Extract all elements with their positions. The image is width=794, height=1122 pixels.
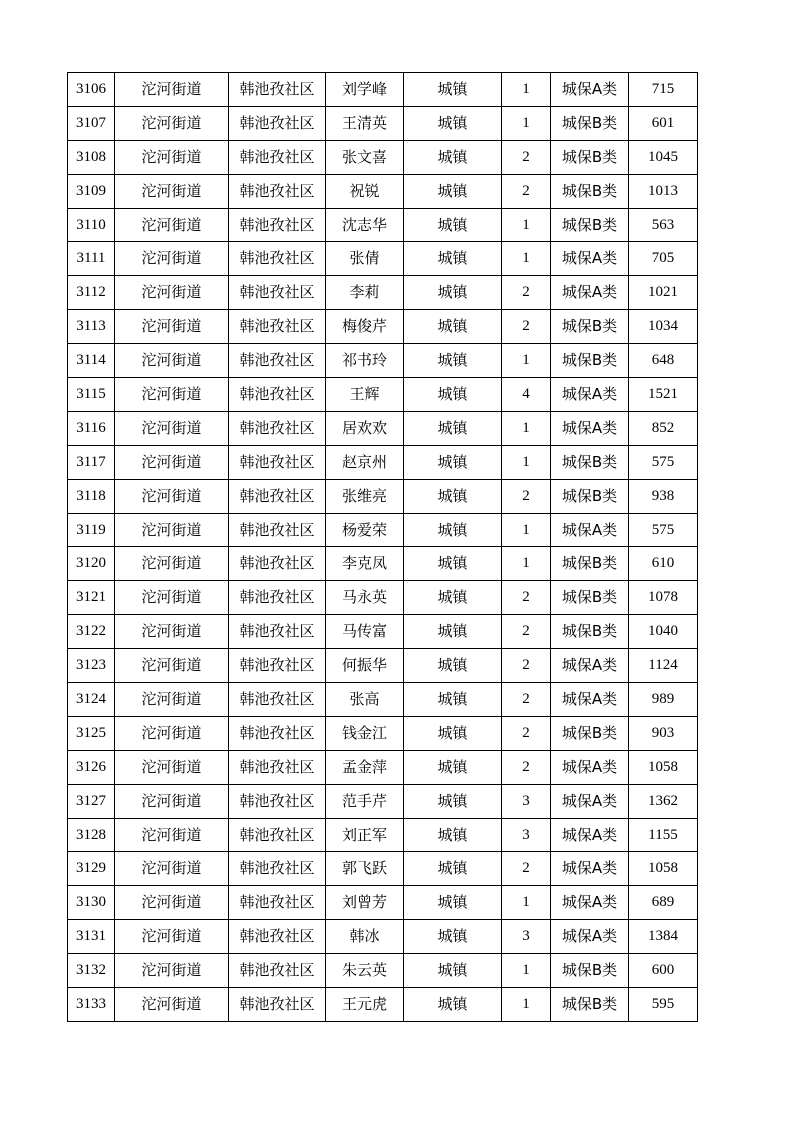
community-cell: 韩池孜社区: [229, 818, 326, 852]
seq-number-cell: 3120: [68, 547, 115, 581]
community-cell: 韩池孜社区: [229, 988, 326, 1022]
amount-cell: 1034: [629, 310, 698, 344]
area-type-cell: 城镇: [404, 886, 502, 920]
name-cell: 王辉: [326, 378, 404, 412]
community-cell: 韩池孜社区: [229, 716, 326, 750]
name-cell: 沈志华: [326, 208, 404, 242]
area-type-cell: 城镇: [404, 276, 502, 310]
name-cell: 张倩: [326, 242, 404, 276]
household-size-cell: 2: [502, 581, 551, 615]
table-row: [68, 310, 698, 344]
table-row: [68, 649, 698, 683]
table-row: [68, 106, 698, 140]
amount-cell: 903: [629, 716, 698, 750]
name-cell: 张文喜: [326, 140, 404, 174]
name-cell: 李克凤: [326, 547, 404, 581]
category-cell: 城保B类: [551, 954, 629, 988]
amount-cell: 1013: [629, 174, 698, 208]
amount-cell: 705: [629, 242, 698, 276]
table-row: [68, 208, 698, 242]
community-cell: 韩池孜社区: [229, 208, 326, 242]
name-cell: 马传富: [326, 615, 404, 649]
category-cell: 城保B类: [551, 208, 629, 242]
roster-table-body: [68, 73, 698, 1022]
area-type-cell: 城镇: [404, 344, 502, 378]
subdistrict-cell: 沱河街道: [115, 378, 229, 412]
category-cell: 城保B类: [551, 174, 629, 208]
category-cell: 城保B类: [551, 344, 629, 378]
community-cell: 韩池孜社区: [229, 852, 326, 886]
name-cell: 赵京州: [326, 445, 404, 479]
subdistrict-cell: 沱河街道: [115, 818, 229, 852]
area-type-cell: 城镇: [404, 716, 502, 750]
seq-number-cell: 3106: [68, 73, 115, 107]
household-size-cell: 1: [502, 411, 551, 445]
amount-cell: 1045: [629, 140, 698, 174]
area-type-cell: 城镇: [404, 784, 502, 818]
seq-number-cell: 3114: [68, 344, 115, 378]
household-size-cell: 1: [502, 208, 551, 242]
name-cell: 居欢欢: [326, 411, 404, 445]
name-cell: 张维亮: [326, 479, 404, 513]
seq-number-cell: 3125: [68, 716, 115, 750]
seq-number-cell: 3128: [68, 818, 115, 852]
category-cell: 城保A类: [551, 886, 629, 920]
table-row: [68, 750, 698, 784]
amount-cell: 1078: [629, 581, 698, 615]
seq-number-cell: 3107: [68, 106, 115, 140]
subdistrict-cell: 沱河街道: [115, 276, 229, 310]
community-cell: 韩池孜社区: [229, 615, 326, 649]
household-size-cell: 1: [502, 954, 551, 988]
area-type-cell: 城镇: [404, 581, 502, 615]
subdistrict-cell: 沱河街道: [115, 683, 229, 717]
name-cell: 范手芹: [326, 784, 404, 818]
amount-cell: 563: [629, 208, 698, 242]
seq-number-cell: 3127: [68, 784, 115, 818]
category-cell: 城保A类: [551, 649, 629, 683]
seq-number-cell: 3109: [68, 174, 115, 208]
community-cell: 韩池孜社区: [229, 784, 326, 818]
area-type-cell: 城镇: [404, 852, 502, 886]
amount-cell: 1521: [629, 378, 698, 412]
area-type-cell: 城镇: [404, 73, 502, 107]
table-row: [68, 547, 698, 581]
household-size-cell: 3: [502, 784, 551, 818]
subdistrict-cell: 沱河街道: [115, 581, 229, 615]
category-cell: 城保B类: [551, 310, 629, 344]
household-size-cell: 1: [502, 886, 551, 920]
category-cell: 城保A类: [551, 852, 629, 886]
subdistrict-cell: 沱河街道: [115, 954, 229, 988]
category-cell: 城保B类: [551, 988, 629, 1022]
table-row: [68, 716, 698, 750]
seq-number-cell: 3119: [68, 513, 115, 547]
subdistrict-cell: 沱河街道: [115, 479, 229, 513]
name-cell: 刘正军: [326, 818, 404, 852]
amount-cell: 1021: [629, 276, 698, 310]
household-size-cell: 3: [502, 818, 551, 852]
seq-number-cell: 3117: [68, 445, 115, 479]
household-size-cell: 2: [502, 140, 551, 174]
community-cell: 韩池孜社区: [229, 513, 326, 547]
subdistrict-cell: 沱河街道: [115, 140, 229, 174]
table-row: [68, 276, 698, 310]
seq-number-cell: 3133: [68, 988, 115, 1022]
household-size-cell: 3: [502, 920, 551, 954]
amount-cell: 852: [629, 411, 698, 445]
area-type-cell: 城镇: [404, 140, 502, 174]
area-type-cell: 城镇: [404, 242, 502, 276]
amount-cell: 575: [629, 513, 698, 547]
area-type-cell: 城镇: [404, 310, 502, 344]
seq-number-cell: 3113: [68, 310, 115, 344]
area-type-cell: 城镇: [404, 818, 502, 852]
name-cell: 祁书玲: [326, 344, 404, 378]
subdistrict-cell: 沱河街道: [115, 547, 229, 581]
subdistrict-cell: 沱河街道: [115, 73, 229, 107]
subdistrict-cell: 沱河街道: [115, 174, 229, 208]
area-type-cell: 城镇: [404, 208, 502, 242]
category-cell: 城保B类: [551, 581, 629, 615]
amount-cell: 595: [629, 988, 698, 1022]
name-cell: 孟金萍: [326, 750, 404, 784]
household-size-cell: 1: [502, 344, 551, 378]
table-row: [68, 988, 698, 1022]
community-cell: 韩池孜社区: [229, 276, 326, 310]
category-cell: 城保A类: [551, 242, 629, 276]
name-cell: 李莉: [326, 276, 404, 310]
household-size-cell: 2: [502, 310, 551, 344]
subdistrict-cell: 沱河街道: [115, 716, 229, 750]
seq-number-cell: 3129: [68, 852, 115, 886]
roster-table: [67, 72, 698, 1022]
community-cell: 韩池孜社区: [229, 649, 326, 683]
household-size-cell: 1: [502, 988, 551, 1022]
category-cell: 城保A类: [551, 750, 629, 784]
community-cell: 韩池孜社区: [229, 954, 326, 988]
category-cell: 城保A类: [551, 513, 629, 547]
name-cell: 钱金江: [326, 716, 404, 750]
seq-number-cell: 3131: [68, 920, 115, 954]
area-type-cell: 城镇: [404, 615, 502, 649]
household-size-cell: 1: [502, 106, 551, 140]
name-cell: 朱云英: [326, 954, 404, 988]
table-row: [68, 513, 698, 547]
subdistrict-cell: 沱河街道: [115, 445, 229, 479]
amount-cell: 1058: [629, 750, 698, 784]
document-page: [67, 72, 698, 1022]
community-cell: 韩池孜社区: [229, 378, 326, 412]
category-cell: 城保A类: [551, 276, 629, 310]
name-cell: 马永英: [326, 581, 404, 615]
table-row: [68, 140, 698, 174]
area-type-cell: 城镇: [404, 920, 502, 954]
subdistrict-cell: 沱河街道: [115, 344, 229, 378]
community-cell: 韩池孜社区: [229, 683, 326, 717]
name-cell: 王元虎: [326, 988, 404, 1022]
seq-number-cell: 3108: [68, 140, 115, 174]
seq-number-cell: 3122: [68, 615, 115, 649]
household-size-cell: 4: [502, 378, 551, 412]
subdistrict-cell: 沱河街道: [115, 988, 229, 1022]
table-row: [68, 479, 698, 513]
community-cell: 韩池孜社区: [229, 445, 326, 479]
household-size-cell: 2: [502, 615, 551, 649]
amount-cell: 689: [629, 886, 698, 920]
amount-cell: 1124: [629, 649, 698, 683]
table-row: [68, 920, 698, 954]
subdistrict-cell: 沱河街道: [115, 920, 229, 954]
community-cell: 韩池孜社区: [229, 242, 326, 276]
table-row: [68, 378, 698, 412]
household-size-cell: 1: [502, 73, 551, 107]
subdistrict-cell: 沱河街道: [115, 784, 229, 818]
household-size-cell: 2: [502, 852, 551, 886]
household-size-cell: 2: [502, 174, 551, 208]
area-type-cell: 城镇: [404, 988, 502, 1022]
amount-cell: 601: [629, 106, 698, 140]
table-row: [68, 445, 698, 479]
amount-cell: 938: [629, 479, 698, 513]
table-row: [68, 615, 698, 649]
household-size-cell: 2: [502, 750, 551, 784]
subdistrict-cell: 沱河街道: [115, 242, 229, 276]
community-cell: 韩池孜社区: [229, 310, 326, 344]
area-type-cell: 城镇: [404, 649, 502, 683]
category-cell: 城保B类: [551, 547, 629, 581]
household-size-cell: 2: [502, 649, 551, 683]
community-cell: 韩池孜社区: [229, 106, 326, 140]
household-size-cell: 1: [502, 445, 551, 479]
table-row: [68, 174, 698, 208]
subdistrict-cell: 沱河街道: [115, 106, 229, 140]
household-size-cell: 2: [502, 276, 551, 310]
name-cell: 王清英: [326, 106, 404, 140]
seq-number-cell: 3123: [68, 649, 115, 683]
area-type-cell: 城镇: [404, 479, 502, 513]
amount-cell: 715: [629, 73, 698, 107]
name-cell: 张高: [326, 683, 404, 717]
category-cell: 城保B类: [551, 445, 629, 479]
table-row: [68, 242, 698, 276]
category-cell: 城保A类: [551, 73, 629, 107]
table-row: [68, 344, 698, 378]
category-cell: 城保A类: [551, 920, 629, 954]
seq-number-cell: 3112: [68, 276, 115, 310]
seq-number-cell: 3121: [68, 581, 115, 615]
category-cell: 城保A类: [551, 818, 629, 852]
community-cell: 韩池孜社区: [229, 140, 326, 174]
area-type-cell: 城镇: [404, 411, 502, 445]
table-row: [68, 411, 698, 445]
seq-number-cell: 3111: [68, 242, 115, 276]
household-size-cell: 2: [502, 479, 551, 513]
seq-number-cell: 3110: [68, 208, 115, 242]
subdistrict-cell: 沱河街道: [115, 615, 229, 649]
area-type-cell: 城镇: [404, 547, 502, 581]
seq-number-cell: 3130: [68, 886, 115, 920]
seq-number-cell: 3126: [68, 750, 115, 784]
household-size-cell: 2: [502, 683, 551, 717]
name-cell: 郭飞跃: [326, 852, 404, 886]
amount-cell: 1155: [629, 818, 698, 852]
table-row: [68, 73, 698, 107]
community-cell: 韩池孜社区: [229, 547, 326, 581]
subdistrict-cell: 沱河街道: [115, 649, 229, 683]
amount-cell: 1384: [629, 920, 698, 954]
category-cell: 城保B类: [551, 615, 629, 649]
category-cell: 城保B类: [551, 140, 629, 174]
area-type-cell: 城镇: [404, 954, 502, 988]
household-size-cell: 1: [502, 547, 551, 581]
name-cell: 杨爱荣: [326, 513, 404, 547]
area-type-cell: 城镇: [404, 750, 502, 784]
area-type-cell: 城镇: [404, 106, 502, 140]
table-row: [68, 818, 698, 852]
household-size-cell: 1: [502, 242, 551, 276]
amount-cell: 575: [629, 445, 698, 479]
area-type-cell: 城镇: [404, 174, 502, 208]
subdistrict-cell: 沱河街道: [115, 208, 229, 242]
category-cell: 城保A类: [551, 378, 629, 412]
table-row: [68, 683, 698, 717]
table-row: [68, 581, 698, 615]
area-type-cell: 城镇: [404, 378, 502, 412]
amount-cell: 1058: [629, 852, 698, 886]
amount-cell: 1362: [629, 784, 698, 818]
subdistrict-cell: 沱河街道: [115, 886, 229, 920]
community-cell: 韩池孜社区: [229, 750, 326, 784]
table-row: [68, 784, 698, 818]
seq-number-cell: 3116: [68, 411, 115, 445]
name-cell: 刘曾芳: [326, 886, 404, 920]
household-size-cell: 2: [502, 716, 551, 750]
seq-number-cell: 3124: [68, 683, 115, 717]
subdistrict-cell: 沱河街道: [115, 310, 229, 344]
community-cell: 韩池孜社区: [229, 886, 326, 920]
subdistrict-cell: 沱河街道: [115, 750, 229, 784]
table-row: [68, 886, 698, 920]
area-type-cell: 城镇: [404, 683, 502, 717]
seq-number-cell: 3132: [68, 954, 115, 988]
household-size-cell: 1: [502, 513, 551, 547]
category-cell: 城保B类: [551, 716, 629, 750]
subdistrict-cell: 沱河街道: [115, 513, 229, 547]
community-cell: 韩池孜社区: [229, 344, 326, 378]
amount-cell: 600: [629, 954, 698, 988]
seq-number-cell: 3115: [68, 378, 115, 412]
category-cell: 城保A类: [551, 784, 629, 818]
community-cell: 韩池孜社区: [229, 73, 326, 107]
community-cell: 韩池孜社区: [229, 581, 326, 615]
area-type-cell: 城镇: [404, 445, 502, 479]
amount-cell: 1040: [629, 615, 698, 649]
category-cell: 城保B类: [551, 106, 629, 140]
community-cell: 韩池孜社区: [229, 920, 326, 954]
amount-cell: 610: [629, 547, 698, 581]
name-cell: 刘学峰: [326, 73, 404, 107]
community-cell: 韩池孜社区: [229, 479, 326, 513]
seq-number-cell: 3118: [68, 479, 115, 513]
name-cell: 何振华: [326, 649, 404, 683]
subdistrict-cell: 沱河街道: [115, 411, 229, 445]
category-cell: 城保A类: [551, 411, 629, 445]
table-row: [68, 954, 698, 988]
area-type-cell: 城镇: [404, 513, 502, 547]
category-cell: 城保A类: [551, 683, 629, 717]
amount-cell: 989: [629, 683, 698, 717]
community-cell: 韩池孜社区: [229, 174, 326, 208]
name-cell: 祝锐: [326, 174, 404, 208]
table-row: [68, 852, 698, 886]
name-cell: 韩冰: [326, 920, 404, 954]
name-cell: 梅俊芹: [326, 310, 404, 344]
community-cell: 韩池孜社区: [229, 411, 326, 445]
amount-cell: 648: [629, 344, 698, 378]
subdistrict-cell: 沱河街道: [115, 852, 229, 886]
category-cell: 城保B类: [551, 479, 629, 513]
